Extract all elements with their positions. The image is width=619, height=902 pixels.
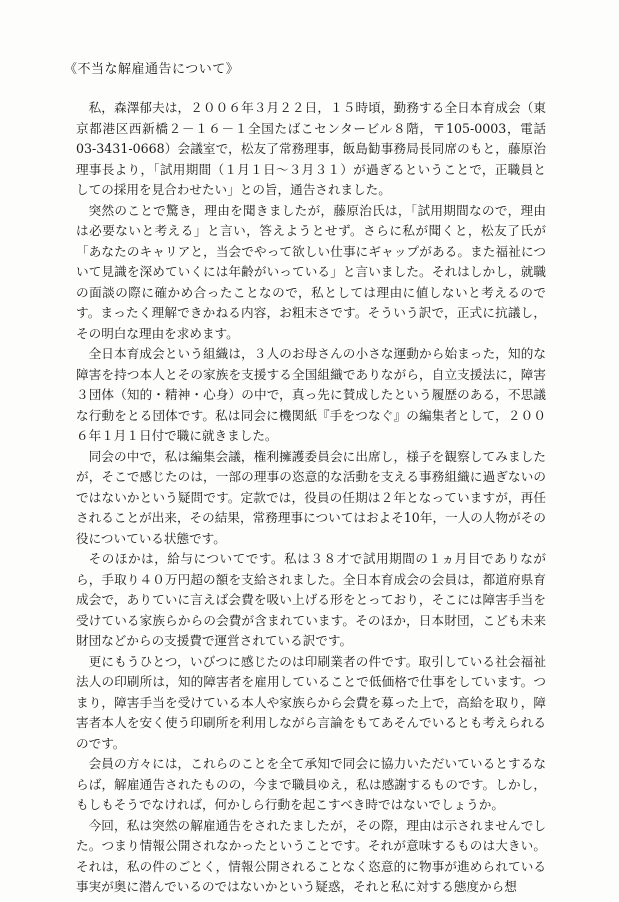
paragraph-3: 全日本育成会という組織は，３人のお母さんの小さな運動から始まった，知的な障害を持つ本人とその家族を支援する全国組織でありながら，自立支援法に，障害３団体（知的・精神・心身）の中で，真っ先に賛成したという履歴のある，不思議な行動をとる団体です。私は同会に機関紙『手をつなぐ』の編集者として，２００６年１月１日付で職に就きました。 [76, 346, 546, 443]
paragraph-4: 同会の中で，私は編集会議，権利擁護委員会に出席し，様子を観察してみましたが，そこで感じたのは，一部の理事の恣意的な活動を支える事務組織に過ぎないのではないかという疑問です。定款では，役員の任期は２年となっていますが，再任されることが出来，その結果，常務理事についてはおよそ10年，一人の人物がその役についている状態です。 [76, 448, 546, 546]
paragraph-6: 更にもうひとつ，いびつに感じたのは印刷業者の件です。取引している社会福祉法人の印刷所は，知的障害者を雇用していることで低価格で仕事をしています。つまり，障害手当を受けている本人や家族らから会費を募った上で，高給を取り，障害者本人を安く使う印刷所を利用しながら言論をもてあそんでいるとも考えられるのです。 [76, 653, 546, 751]
document-title: 《不当な解雇通告について》 [64, 62, 240, 77]
paragraph-8: 今回，私は突然の解雇通告をされたましたが，その際，理由は示されませんでした。つまり情報公開されなかったということです。それが意味するものは大きい。それは，私の件のごとく，情報公開されることなく恣意的に物事が進められている事実が奥に潜んでいるのではないかという疑惑，それと私に対する態度から想 [76, 817, 546, 894]
paragraph-5: そのほかは，給与についてです。私は３８才で試用期間の１ヵ月目でありながら，手取り４０万円超の額を支給されました。全日本育成会の会員は，都道府県育成会で，ありていに言えば会費を吸い上げる形をとっており，そこには障害手当を受けている家族らからの会費が含まれています。そのほか，日本財団，こども未来財団などからの支援費で運営されている訳です。 [76, 551, 546, 648]
paragraph-7: 会員の方々には，これらのことを全て承知で同会に協力いただいているとするならば，解雇通告されたものの，今まで職員ゆえ，私は感謝するものです。しかし，もしもそうでなければ，何かしら行動を起こすべき時ではないでしょうか。 [76, 756, 546, 812]
paragraph-2: 突然のことで驚き，理由を聞きましたが，藤原治氏は，「試用期間なので，理由は必要ないと考える」と言い，答えようとせず。さらに私が聞くと，松友了氏が「あなたのキャリアと，当会でやって欲しい仕事にギャップがある。また福祉について見識を深めていくには年齢がいっている」と言いました。それはしかし，就職の面談の際に確かめ合ったことなので，私としては理由に値しないと考えるのです。まったく理解できかねる内容，お粗末さです。そういう訳で，正式に抗議し，その明白な理由を求めます。 [76, 202, 546, 341]
paragraph-1: 私，森澤郁夫は，２００６年３月２２日，１５時頃，勤務する全日本育成会（東京都港区西新橋２－１６－１全国たばこセンタービル８階，〒105-0003，電話03-3431-0668）会議室で，松友了常務理事，飯島勧事務局長同席のもと，藤原治理事長より，「試用期間（１月１日～３月３１）が過ぎるということで，正職員としての採用を見合わせたい」との旨，通告されました。 [76, 100, 546, 197]
document-body [76, 98, 546, 898]
